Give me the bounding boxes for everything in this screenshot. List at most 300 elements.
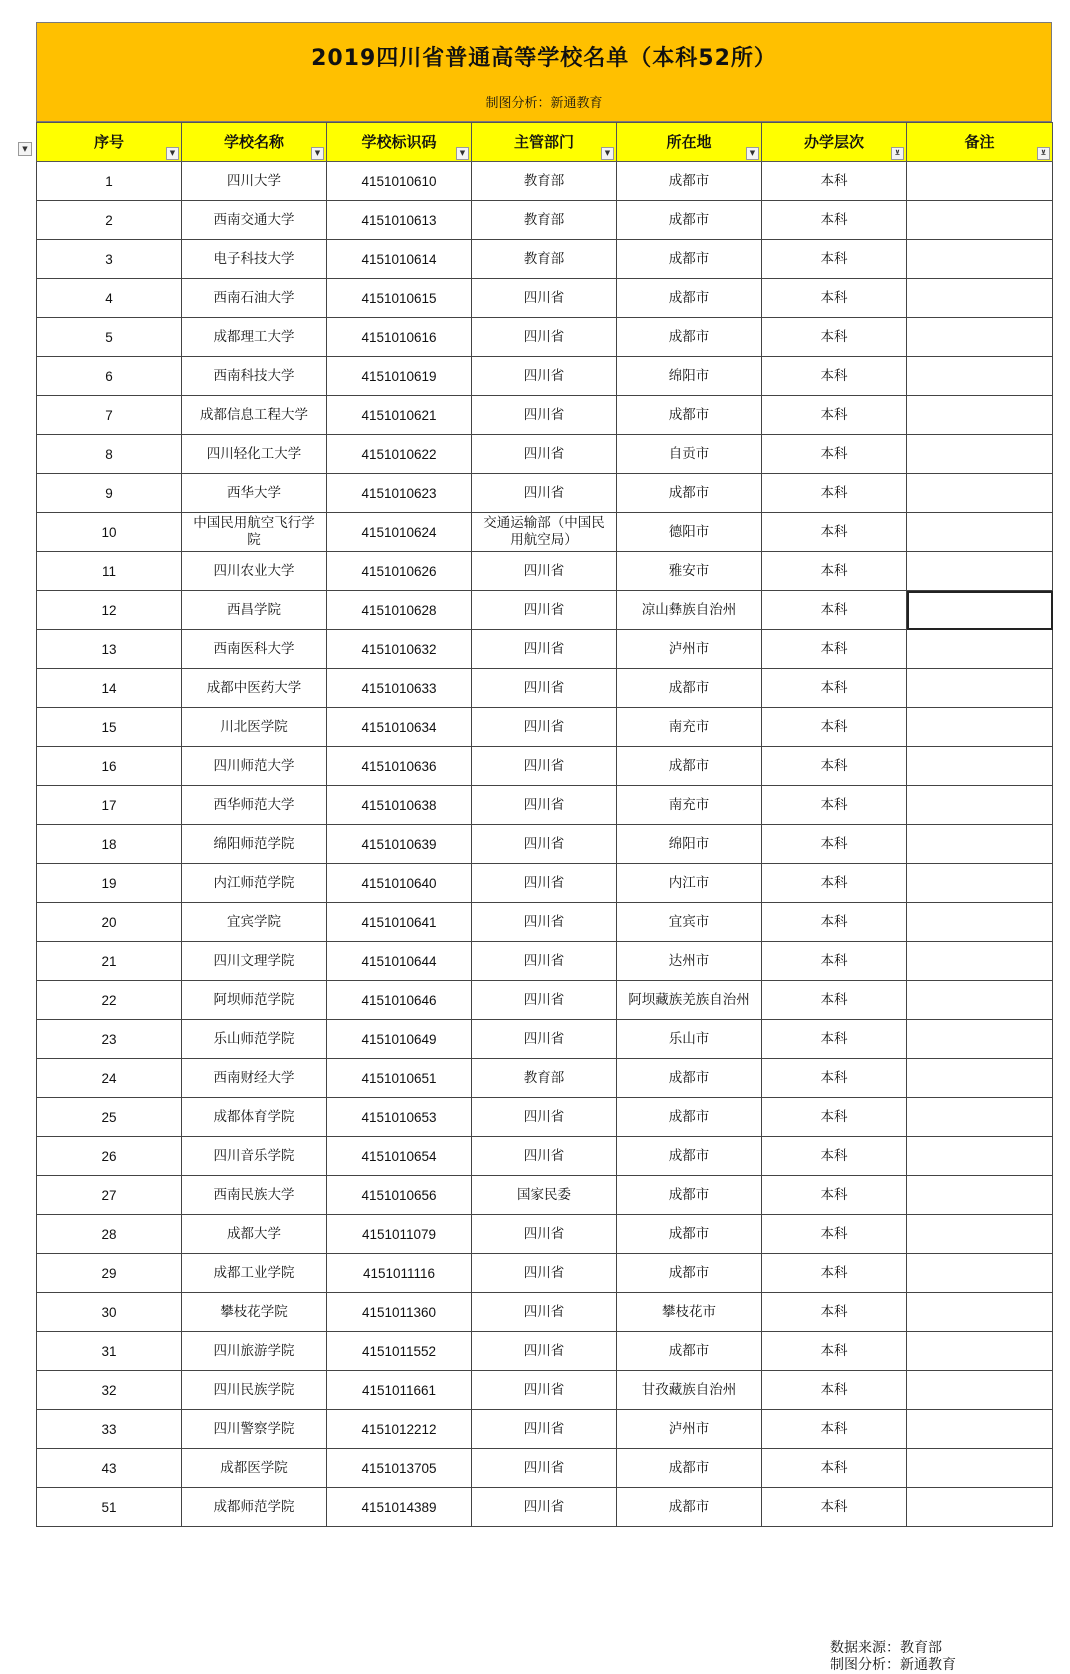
cell-authority[interactable]: 四川省 — [472, 1410, 617, 1449]
cell-index[interactable]: 4 — [37, 279, 182, 318]
cell-remarks[interactable] — [907, 630, 1053, 669]
cell-remarks[interactable] — [907, 864, 1053, 903]
cell-level[interactable]: 本科 — [762, 1371, 907, 1410]
table-row — [37, 1254, 1053, 1293]
table-row — [37, 942, 1053, 981]
cell-index[interactable]: 2 — [37, 201, 182, 240]
header-label: 备注 — [964, 132, 995, 151]
cell-remarks[interactable] — [907, 1488, 1053, 1527]
cell-index[interactable]: 3 — [37, 240, 182, 279]
cell-level[interactable]: 本科 — [762, 1098, 907, 1137]
school-list-sheet — [36, 22, 1052, 1527]
cell-location[interactable]: 成都市 — [617, 201, 762, 240]
cell-school-code[interactable]: 4151010614 — [327, 240, 472, 279]
table-row — [37, 1215, 1053, 1254]
cell-index[interactable]: 10 — [37, 513, 182, 552]
cell-school-code[interactable]: 4151010626 — [327, 552, 472, 591]
cell-location[interactable]: 成都市 — [617, 162, 762, 201]
table-row — [37, 474, 1053, 513]
cell-remarks[interactable] — [907, 240, 1053, 279]
cell-level[interactable]: 本科 — [762, 786, 907, 825]
cell-school-name[interactable]: 四川师范大学 — [182, 747, 327, 786]
cell-level[interactable]: 本科 — [762, 552, 907, 591]
cell-index[interactable]: 7 — [37, 396, 182, 435]
table-row — [37, 1098, 1053, 1137]
cell-school-name[interactable]: 四川大学 — [182, 162, 327, 201]
cell-authority[interactable]: 四川省 — [472, 747, 617, 786]
cell-school-code[interactable]: 4151010628 — [327, 591, 472, 630]
cell-authority[interactable]: 教育部 — [472, 240, 617, 279]
table-row — [37, 903, 1053, 942]
cell-authority[interactable]: 国家民委 — [472, 1176, 617, 1215]
table-row — [37, 396, 1053, 435]
cell-authority[interactable]: 四川省 — [472, 1449, 617, 1488]
cell-location[interactable]: 甘孜藏族自治州 — [617, 1371, 762, 1410]
cell-school-code[interactable]: 4151010633 — [327, 669, 472, 708]
cell-remarks[interactable] — [907, 1410, 1053, 1449]
cell-authority[interactable]: 四川省 — [472, 279, 617, 318]
table-row — [37, 435, 1053, 474]
cell-authority[interactable]: 四川省 — [472, 864, 617, 903]
cell-school-name[interactable]: 西南财经大学 — [182, 1059, 327, 1098]
table-row — [37, 552, 1053, 591]
cell-school-code[interactable]: 4151014389 — [327, 1488, 472, 1527]
cell-school-name[interactable]: 内江师范学院 — [182, 864, 327, 903]
cell-remarks[interactable] — [907, 318, 1053, 357]
cell-school-name[interactable]: 四川文理学院 — [182, 942, 327, 981]
cell-school-name[interactable]: 四川轻化工大学 — [182, 435, 327, 474]
column-header-location — [617, 123, 762, 162]
cell-authority[interactable]: 四川省 — [472, 942, 617, 981]
filter-active-icon[interactable]: ⊻ — [1037, 147, 1050, 160]
cell-remarks[interactable] — [907, 942, 1053, 981]
filter-dropdown-icon[interactable]: ▼ — [18, 142, 32, 156]
table-row — [37, 240, 1053, 279]
cell-school-name[interactable]: 西南科技大学 — [182, 357, 327, 396]
cell-level[interactable]: 本科 — [762, 240, 907, 279]
table-row — [37, 1137, 1053, 1176]
cell-index[interactable]: 19 — [37, 864, 182, 903]
cell-school-name[interactable]: 四川民族学院 — [182, 1371, 327, 1410]
cell-school-code[interactable]: 4151010634 — [327, 708, 472, 747]
cell-level[interactable]: 本科 — [762, 357, 907, 396]
cell-remarks[interactable] — [907, 591, 1053, 630]
cell-index[interactable]: 15 — [37, 708, 182, 747]
cell-authority[interactable]: 教育部 — [472, 201, 617, 240]
cell-level[interactable]: 本科 — [762, 708, 907, 747]
cell-authority[interactable]: 四川省 — [472, 1293, 617, 1332]
column-header-remarks — [907, 123, 1053, 162]
cell-index[interactable]: 33 — [37, 1410, 182, 1449]
cell-index[interactable]: 12 — [37, 591, 182, 630]
cell-location[interactable]: 成都市 — [617, 396, 762, 435]
cell-remarks[interactable] — [907, 396, 1053, 435]
cell-index[interactable]: 32 — [37, 1371, 182, 1410]
cell-school-code[interactable]: 4151010621 — [327, 396, 472, 435]
title-band — [36, 22, 1052, 122]
header-label: 办学层次 — [803, 132, 864, 151]
cell-school-name[interactable]: 西南民族大学 — [182, 1176, 327, 1215]
cell-school-name[interactable]: 西华大学 — [182, 474, 327, 513]
cell-index[interactable]: 8 — [37, 435, 182, 474]
cell-index[interactable]: 6 — [37, 357, 182, 396]
cell-authority[interactable]: 四川省 — [472, 786, 617, 825]
cell-level[interactable]: 本科 — [762, 1020, 907, 1059]
cell-school-code[interactable]: 4151010646 — [327, 981, 472, 1020]
cell-location[interactable]: 成都市 — [617, 474, 762, 513]
cell-level[interactable]: 本科 — [762, 903, 907, 942]
table-row — [37, 1410, 1053, 1449]
cell-location[interactable]: 成都市 — [617, 747, 762, 786]
cell-school-code[interactable]: 4151010640 — [327, 864, 472, 903]
table-row — [37, 1488, 1053, 1527]
table-row — [37, 708, 1053, 747]
cell-authority[interactable]: 四川省 — [472, 474, 617, 513]
cell-school-code[interactable]: 4151011661 — [327, 1371, 472, 1410]
table-row — [37, 1371, 1053, 1410]
table-row — [37, 201, 1053, 240]
cell-location[interactable]: 泸州市 — [617, 630, 762, 669]
cell-level[interactable]: 本科 — [762, 825, 907, 864]
cell-location[interactable]: 成都市 — [617, 240, 762, 279]
cell-location[interactable]: 成都市 — [617, 1098, 762, 1137]
data-source: 数据来源：教育部 — [830, 1640, 942, 1656]
cell-school-code[interactable]: 4151010623 — [327, 474, 472, 513]
cell-school-name[interactable]: 宜宾学院 — [182, 903, 327, 942]
table-row — [37, 513, 1053, 552]
cell-school-name[interactable]: 攀枝花学院 — [182, 1293, 327, 1332]
cell-level[interactable]: 本科 — [762, 1059, 907, 1098]
cell-authority[interactable]: 交通运输部（中国民用航空局） — [472, 513, 617, 552]
cell-remarks[interactable] — [907, 1059, 1053, 1098]
cell-remarks[interactable] — [907, 1254, 1053, 1293]
cell-index[interactable]: 30 — [37, 1293, 182, 1332]
filter-active-icon[interactable]: ⊻ — [891, 147, 904, 160]
cell-location[interactable]: 南充市 — [617, 708, 762, 747]
cell-remarks[interactable] — [907, 1098, 1053, 1137]
cell-location[interactable]: 成都市 — [617, 1215, 762, 1254]
cell-level[interactable]: 本科 — [762, 1449, 907, 1488]
cell-school-code[interactable]: 4151011360 — [327, 1293, 472, 1332]
cell-authority[interactable]: 四川省 — [472, 1215, 617, 1254]
cell-school-name[interactable]: 川北医学院 — [182, 708, 327, 747]
cell-school-name[interactable]: 西华师范大学 — [182, 786, 327, 825]
cell-index[interactable]: 5 — [37, 318, 182, 357]
cell-remarks[interactable] — [907, 981, 1053, 1020]
header-label: 学校标识码 — [361, 132, 437, 151]
cell-authority[interactable]: 四川省 — [472, 708, 617, 747]
cell-level[interactable]: 本科 — [762, 1215, 907, 1254]
cell-location[interactable]: 宜宾市 — [617, 903, 762, 942]
cell-location[interactable]: 自贡市 — [617, 435, 762, 474]
cell-school-name[interactable]: 成都中医药大学 — [182, 669, 327, 708]
cell-index[interactable]: 31 — [37, 1332, 182, 1371]
cell-remarks[interactable] — [907, 552, 1053, 591]
cell-school-code[interactable]: 4151010622 — [327, 435, 472, 474]
cell-remarks[interactable] — [907, 513, 1053, 552]
cell-school-code[interactable]: 4151010649 — [327, 1020, 472, 1059]
filter-dropdown-icon[interactable]: ▼ — [311, 147, 324, 160]
cell-index[interactable]: 18 — [37, 825, 182, 864]
cell-school-code[interactable]: 4151010641 — [327, 903, 472, 942]
filter-dropdown-icon[interactable]: ▼ — [601, 147, 614, 160]
cell-remarks[interactable] — [907, 825, 1053, 864]
cell-remarks[interactable] — [907, 903, 1053, 942]
filter-dropdown-icon[interactable]: ▼ — [746, 147, 759, 160]
cell-location[interactable]: 成都市 — [617, 1254, 762, 1293]
cell-authority[interactable]: 四川省 — [472, 1488, 617, 1527]
cell-location[interactable]: 雅安市 — [617, 552, 762, 591]
cell-school-name[interactable]: 成都大学 — [182, 1215, 327, 1254]
cell-location[interactable]: 绵阳市 — [617, 825, 762, 864]
cell-location[interactable]: 乐山市 — [617, 1020, 762, 1059]
cell-school-name[interactable]: 西南石油大学 — [182, 279, 327, 318]
cell-location[interactable]: 泸州市 — [617, 1410, 762, 1449]
cell-school-code[interactable]: 4151010624 — [327, 513, 472, 552]
cell-index[interactable]: 14 — [37, 669, 182, 708]
cell-school-name[interactable]: 西南交通大学 — [182, 201, 327, 240]
cell-school-name[interactable]: 成都工业学院 — [182, 1254, 327, 1293]
cell-level[interactable]: 本科 — [762, 1410, 907, 1449]
cell-remarks[interactable] — [907, 708, 1053, 747]
cell-school-name[interactable]: 成都理工大学 — [182, 318, 327, 357]
cell-index[interactable]: 16 — [37, 747, 182, 786]
cell-index[interactable]: 11 — [37, 552, 182, 591]
cell-school-code[interactable]: 4151012212 — [327, 1410, 472, 1449]
cell-remarks[interactable] — [907, 1137, 1053, 1176]
cell-authority[interactable]: 四川省 — [472, 1020, 617, 1059]
cell-school-code[interactable]: 4151010636 — [327, 747, 472, 786]
cell-school-code[interactable]: 4151010613 — [327, 201, 472, 240]
cell-school-code[interactable]: 4151010653 — [327, 1098, 472, 1137]
cell-school-name[interactable]: 成都医学院 — [182, 1449, 327, 1488]
cell-remarks[interactable] — [907, 1449, 1053, 1488]
cell-authority[interactable]: 四川省 — [472, 1137, 617, 1176]
cell-school-code[interactable]: 4151010638 — [327, 786, 472, 825]
cell-level[interactable]: 本科 — [762, 318, 907, 357]
cell-remarks[interactable] — [907, 1020, 1053, 1059]
cell-school-name[interactable]: 四川音乐学院 — [182, 1137, 327, 1176]
cell-authority[interactable]: 四川省 — [472, 630, 617, 669]
cell-authority[interactable]: 四川省 — [472, 903, 617, 942]
cell-school-name[interactable]: 四川农业大学 — [182, 552, 327, 591]
footer — [830, 1640, 956, 1674]
table-row — [37, 786, 1053, 825]
cell-remarks[interactable] — [907, 162, 1053, 201]
cell-location[interactable]: 成都市 — [617, 1059, 762, 1098]
cell-authority[interactable]: 四川省 — [472, 396, 617, 435]
cell-remarks[interactable] — [907, 357, 1053, 396]
cell-authority[interactable]: 教育部 — [472, 1059, 617, 1098]
cell-level[interactable]: 本科 — [762, 981, 907, 1020]
cell-level[interactable]: 本科 — [762, 396, 907, 435]
cell-remarks[interactable] — [907, 1215, 1053, 1254]
cell-level[interactable]: 本科 — [762, 1137, 907, 1176]
cell-authority[interactable]: 四川省 — [472, 1098, 617, 1137]
cell-school-code[interactable]: 4151011116 — [327, 1254, 472, 1293]
cell-location[interactable]: 成都市 — [617, 279, 762, 318]
cell-school-code[interactable]: 4151010656 — [327, 1176, 472, 1215]
cell-authority[interactable]: 四川省 — [472, 981, 617, 1020]
cell-school-code[interactable]: 4151010639 — [327, 825, 472, 864]
cell-level[interactable]: 本科 — [762, 1332, 907, 1371]
cell-level[interactable]: 本科 — [762, 1488, 907, 1527]
cell-index[interactable]: 27 — [37, 1176, 182, 1215]
cell-index[interactable]: 23 — [37, 1020, 182, 1059]
table-row — [37, 357, 1053, 396]
cell-school-name[interactable]: 乐山师范学院 — [182, 1020, 327, 1059]
credit-line: 制图分析：新通教育 — [485, 96, 603, 111]
cell-location[interactable]: 成都市 — [617, 1176, 762, 1215]
table-row — [37, 591, 1053, 630]
cell-index[interactable]: 17 — [37, 786, 182, 825]
cell-index[interactable]: 26 — [37, 1137, 182, 1176]
cell-school-name[interactable]: 中国民用航空飞行学院 — [182, 513, 327, 552]
page-title: 2019四川省普通高等学校名单（本科52所） — [311, 46, 777, 71]
cell-authority[interactable]: 四川省 — [472, 357, 617, 396]
cell-location[interactable]: 内江市 — [617, 864, 762, 903]
cell-index[interactable]: 1 — [37, 162, 182, 201]
cell-authority[interactable]: 教育部 — [472, 162, 617, 201]
cell-school-name[interactable]: 绵阳师范学院 — [182, 825, 327, 864]
cell-authority[interactable]: 四川省 — [472, 318, 617, 357]
cell-level[interactable]: 本科 — [762, 279, 907, 318]
cell-location[interactable]: 达州市 — [617, 942, 762, 981]
cell-authority[interactable]: 四川省 — [472, 1332, 617, 1371]
cell-authority[interactable]: 四川省 — [472, 552, 617, 591]
cell-school-code[interactable]: 4151010644 — [327, 942, 472, 981]
cell-school-code[interactable]: 4151013705 — [327, 1449, 472, 1488]
cell-remarks[interactable] — [907, 201, 1053, 240]
footer-credit: 制图分析：新通教育 — [830, 1657, 956, 1673]
cell-location[interactable]: 德阳市 — [617, 513, 762, 552]
filter-dropdown-icon[interactable]: ▼ — [166, 147, 179, 160]
cell-school-name[interactable]: 四川旅游学院 — [182, 1332, 327, 1371]
cell-school-code[interactable]: 4151010619 — [327, 357, 472, 396]
table-row — [37, 747, 1053, 786]
cell-index[interactable]: 21 — [37, 942, 182, 981]
cell-level[interactable]: 本科 — [762, 591, 907, 630]
cell-school-code[interactable]: 4151010610 — [327, 162, 472, 201]
cell-authority[interactable]: 四川省 — [472, 435, 617, 474]
table-row — [37, 630, 1053, 669]
cell-level[interactable]: 本科 — [762, 201, 907, 240]
column-header-school-name — [182, 123, 327, 162]
cell-level[interactable]: 本科 — [762, 669, 907, 708]
cell-level[interactable]: 本科 — [762, 1176, 907, 1215]
cell-remarks[interactable] — [907, 786, 1053, 825]
cell-level[interactable]: 本科 — [762, 942, 907, 981]
cell-level[interactable]: 本科 — [762, 1254, 907, 1293]
table-row — [37, 318, 1053, 357]
cell-location[interactable]: 成都市 — [617, 1332, 762, 1371]
cell-school-name[interactable]: 成都体育学院 — [182, 1098, 327, 1137]
cell-remarks[interactable] — [907, 474, 1053, 513]
cell-authority[interactable]: 四川省 — [472, 1371, 617, 1410]
cell-remarks[interactable] — [907, 1176, 1053, 1215]
cell-school-code[interactable]: 4151010651 — [327, 1059, 472, 1098]
cell-school-name[interactable]: 成都信息工程大学 — [182, 396, 327, 435]
cell-index[interactable]: 22 — [37, 981, 182, 1020]
cell-remarks[interactable] — [907, 747, 1053, 786]
cell-location[interactable]: 成都市 — [617, 1137, 762, 1176]
cell-level[interactable]: 本科 — [762, 1293, 907, 1332]
cell-index[interactable]: 29 — [37, 1254, 182, 1293]
cell-location[interactable]: 成都市 — [617, 1488, 762, 1527]
table-row — [37, 279, 1053, 318]
cell-location[interactable]: 成都市 — [617, 1449, 762, 1488]
cell-authority[interactable]: 四川省 — [472, 825, 617, 864]
cell-location[interactable]: 阿坝藏族羌族自治州 — [617, 981, 762, 1020]
cell-index[interactable]: 43 — [37, 1449, 182, 1488]
cell-location[interactable]: 攀枝花市 — [617, 1293, 762, 1332]
cell-level[interactable]: 本科 — [762, 474, 907, 513]
cell-index[interactable]: 13 — [37, 630, 182, 669]
cell-school-code[interactable]: 4151010616 — [327, 318, 472, 357]
header-label: 学校名称 — [223, 132, 284, 151]
cell-remarks[interactable] — [907, 435, 1053, 474]
cell-remarks[interactable] — [907, 669, 1053, 708]
cell-school-name[interactable]: 西昌学院 — [182, 591, 327, 630]
cell-authority[interactable]: 四川省 — [472, 591, 617, 630]
cell-location[interactable]: 绵阳市 — [617, 357, 762, 396]
cell-location[interactable]: 成都市 — [617, 669, 762, 708]
cell-school-name[interactable]: 成都师范学院 — [182, 1488, 327, 1527]
cell-school-code[interactable]: 4151011079 — [327, 1215, 472, 1254]
cell-index[interactable]: 28 — [37, 1215, 182, 1254]
table-row — [37, 1020, 1053, 1059]
cell-school-code[interactable]: 4151010654 — [327, 1137, 472, 1176]
cell-remarks[interactable] — [907, 1371, 1053, 1410]
table-row — [37, 1176, 1053, 1215]
cell-school-code[interactable]: 4151011552 — [327, 1332, 472, 1371]
cell-level[interactable]: 本科 — [762, 435, 907, 474]
cell-school-name[interactable]: 阿坝师范学院 — [182, 981, 327, 1020]
cell-school-code[interactable]: 4151010615 — [327, 279, 472, 318]
filter-dropdown-icon[interactable]: ▼ — [456, 147, 469, 160]
table-row — [37, 1449, 1053, 1488]
cell-authority[interactable]: 四川省 — [472, 669, 617, 708]
cell-location[interactable]: 南充市 — [617, 786, 762, 825]
cell-school-code[interactable]: 4151010632 — [327, 630, 472, 669]
cell-index[interactable]: 51 — [37, 1488, 182, 1527]
column-header-level — [762, 123, 907, 162]
cell-authority[interactable]: 四川省 — [472, 1254, 617, 1293]
cell-index[interactable]: 24 — [37, 1059, 182, 1098]
cell-location[interactable]: 成都市 — [617, 318, 762, 357]
cell-school-name[interactable]: 西南医科大学 — [182, 630, 327, 669]
cell-level[interactable]: 本科 — [762, 513, 907, 552]
table-row — [37, 162, 1053, 201]
table-row — [37, 1293, 1053, 1332]
cell-school-name[interactable]: 电子科技大学 — [182, 240, 327, 279]
table-body — [37, 162, 1053, 1527]
cell-school-name[interactable]: 四川警察学院 — [182, 1410, 327, 1449]
header-label: 所在地 — [666, 132, 712, 151]
column-header-school-code — [327, 123, 472, 162]
cell-remarks[interactable] — [907, 1293, 1053, 1332]
cell-index[interactable]: 25 — [37, 1098, 182, 1137]
cell-remarks[interactable] — [907, 279, 1053, 318]
cell-level[interactable]: 本科 — [762, 864, 907, 903]
cell-level[interactable]: 本科 — [762, 630, 907, 669]
cell-location[interactable]: 凉山彝族自治州 — [617, 591, 762, 630]
cell-remarks[interactable] — [907, 1332, 1053, 1371]
cell-level[interactable]: 本科 — [762, 747, 907, 786]
cell-index[interactable]: 20 — [37, 903, 182, 942]
cell-index[interactable]: 9 — [37, 474, 182, 513]
cell-level[interactable]: 本科 — [762, 162, 907, 201]
